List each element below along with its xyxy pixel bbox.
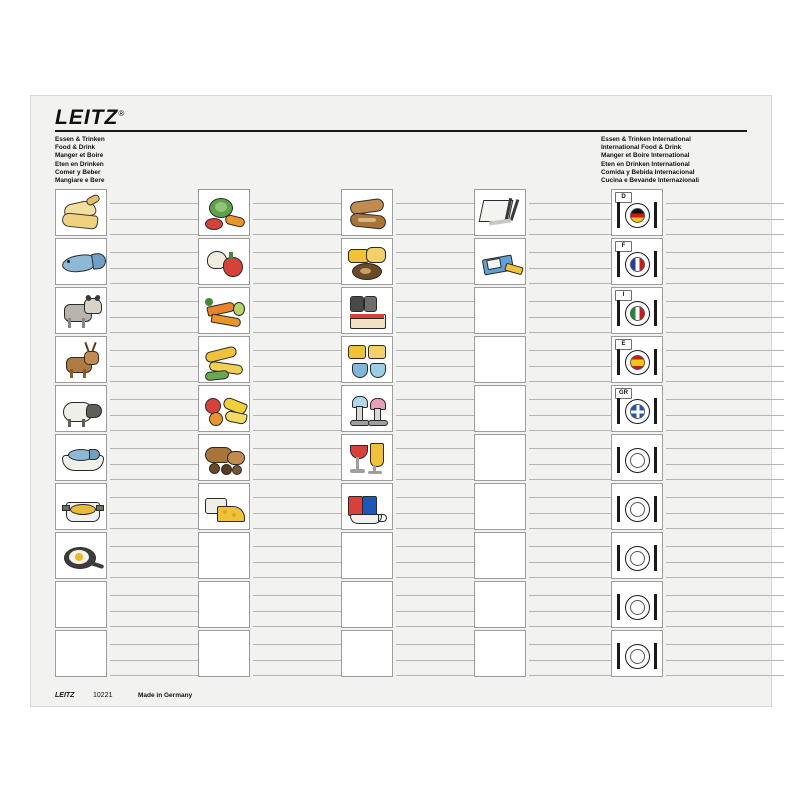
place-setting-cell-blank[interactable] bbox=[611, 630, 663, 677]
icon-cell-cheese[interactable] bbox=[198, 483, 250, 530]
icon-cell-blank[interactable] bbox=[55, 581, 107, 628]
place-setting-cell-blank[interactable] bbox=[611, 434, 663, 481]
fork-icon bbox=[617, 545, 620, 571]
writing-lines[interactable] bbox=[666, 385, 786, 432]
table-row[interactable] bbox=[611, 581, 731, 628]
icon-cell-cocktail[interactable] bbox=[341, 434, 393, 481]
title-left-line-6: Mangiare e Bere bbox=[55, 177, 105, 185]
place-setting-cell-greece[interactable] bbox=[611, 385, 663, 432]
plate-flag-italy-icon bbox=[625, 301, 650, 326]
fork-icon bbox=[617, 643, 620, 669]
writing-lines[interactable] bbox=[666, 336, 786, 383]
writing-lines[interactable] bbox=[666, 287, 786, 334]
title-left-line-5: Comer y Beber bbox=[55, 168, 101, 176]
place-setting-cell-spain[interactable] bbox=[611, 336, 663, 383]
icon-cell-blank[interactable] bbox=[198, 630, 250, 677]
country-badge: I bbox=[615, 290, 632, 301]
pot-icon bbox=[56, 484, 106, 529]
fork-icon bbox=[617, 300, 620, 326]
icon-cell-deer[interactable] bbox=[55, 336, 107, 383]
cake-slice-icon bbox=[342, 288, 392, 333]
cutlery-tools-icon bbox=[475, 190, 525, 235]
cheese-icon bbox=[199, 484, 249, 529]
icon-cell-poultry[interactable] bbox=[55, 189, 107, 236]
title-right-line-1: Essen & Trinken International bbox=[601, 136, 691, 143]
title-right-line-2: International Food & Drink bbox=[601, 144, 682, 152]
country-badge: F bbox=[615, 241, 632, 252]
title-left-line-4: Eten en Drinken bbox=[55, 160, 104, 168]
icon-cell-blank[interactable] bbox=[474, 336, 526, 383]
icon-cell-blank[interactable] bbox=[474, 532, 526, 579]
deer-icon bbox=[56, 337, 106, 382]
icon-cell-cake-slice[interactable] bbox=[341, 287, 393, 334]
carrot-icon bbox=[199, 288, 249, 333]
fork-icon bbox=[617, 349, 620, 375]
icon-cell-blank[interactable] bbox=[341, 581, 393, 628]
icon-cell-bread-nuts[interactable] bbox=[198, 434, 250, 481]
place-setting-cell-germany[interactable] bbox=[611, 189, 663, 236]
icon-cell-corn-peas[interactable] bbox=[198, 336, 250, 383]
title-left-line-2: Food & Drink bbox=[55, 144, 96, 152]
place-setting-cell-blank[interactable] bbox=[611, 483, 663, 530]
footer-made-in: Made in Germany bbox=[138, 692, 193, 699]
table-row[interactable] bbox=[611, 483, 731, 530]
leitz-logo bbox=[55, 106, 125, 130]
registered-mark: ® bbox=[118, 109, 126, 118]
icon-cell-coffee-cup[interactable] bbox=[341, 483, 393, 530]
writing-lines[interactable] bbox=[666, 630, 786, 677]
fork-icon bbox=[617, 398, 620, 424]
footer-article-number: 10221 bbox=[93, 692, 113, 699]
knife-icon bbox=[654, 496, 657, 522]
knife-icon bbox=[654, 349, 657, 375]
pastry-icon bbox=[342, 190, 392, 235]
place-setting-cell-blank[interactable] bbox=[611, 581, 663, 628]
writing-lines[interactable] bbox=[666, 434, 786, 481]
fish-icon bbox=[56, 239, 106, 284]
icon-cell-blank[interactable] bbox=[341, 630, 393, 677]
title-right-line-4: Eten en Drinken International bbox=[601, 160, 690, 168]
knife-icon bbox=[654, 545, 657, 571]
country-badge: E bbox=[615, 339, 632, 350]
fork-icon bbox=[617, 594, 620, 620]
poultry-icon bbox=[56, 190, 106, 235]
place-setting-cell-blank[interactable] bbox=[611, 532, 663, 579]
plate-icon bbox=[625, 595, 650, 620]
plate-icon bbox=[625, 644, 650, 669]
table-row[interactable] bbox=[611, 189, 731, 236]
title-left-line-3: Manger et Boire bbox=[55, 152, 104, 160]
dessert-icon bbox=[342, 337, 392, 382]
icon-cell-pepper[interactable] bbox=[198, 238, 250, 285]
icon-cell-cutlery-tools[interactable] bbox=[474, 189, 526, 236]
fork-icon bbox=[617, 447, 620, 473]
footer-brand: LEITZ bbox=[55, 692, 75, 699]
table-row[interactable] bbox=[611, 630, 731, 677]
icon-cell-fruit-banana[interactable] bbox=[198, 385, 250, 432]
corn-peas-icon bbox=[199, 337, 249, 382]
pepper-icon bbox=[199, 239, 249, 284]
fruit-banana-icon bbox=[199, 386, 249, 431]
icon-cell-cow[interactable] bbox=[55, 287, 107, 334]
header-divider bbox=[55, 130, 747, 132]
column-5-international bbox=[611, 189, 731, 679]
title-block-right bbox=[601, 136, 699, 185]
title-right-line-5: Comida y Bebida Internacional bbox=[601, 168, 695, 176]
fried-egg-icon bbox=[56, 533, 106, 578]
knife-icon bbox=[654, 594, 657, 620]
knife-icon bbox=[654, 300, 657, 326]
writing-lines[interactable] bbox=[666, 189, 786, 236]
icon-cell-pastry[interactable] bbox=[341, 189, 393, 236]
table-row[interactable] bbox=[611, 336, 731, 383]
icon-cell-kitchen-scale[interactable] bbox=[474, 238, 526, 285]
icon-cell-dessert[interactable] bbox=[341, 336, 393, 383]
icon-cell-blank[interactable] bbox=[474, 385, 526, 432]
fork-icon bbox=[617, 202, 620, 228]
ice-cream-icon bbox=[342, 386, 392, 431]
plate-icon bbox=[625, 546, 650, 571]
knife-icon bbox=[654, 643, 657, 669]
country-badge: D bbox=[615, 192, 632, 203]
icon-cell-sheep[interactable] bbox=[55, 385, 107, 432]
coffee-cup-icon bbox=[342, 484, 392, 529]
icon-cell-blank[interactable] bbox=[198, 581, 250, 628]
title-right-line-6: Cucina e Bevande Internazionali bbox=[601, 177, 700, 185]
icon-cell-blank[interactable] bbox=[55, 630, 107, 677]
plate-flag-germany-icon bbox=[625, 203, 650, 228]
title-right-line-3: Manger et Boire International bbox=[601, 152, 690, 160]
plate-flag-france-icon bbox=[625, 252, 650, 277]
place-setting-cell-italy[interactable] bbox=[611, 287, 663, 334]
sheep-icon bbox=[56, 386, 106, 431]
icon-cell-blank[interactable] bbox=[341, 532, 393, 579]
cow-icon bbox=[56, 288, 106, 333]
table-row[interactable] bbox=[611, 287, 731, 334]
icon-cell-carrot[interactable] bbox=[198, 287, 250, 334]
icon-cell-pot[interactable] bbox=[55, 483, 107, 530]
icon-cell-fish[interactable] bbox=[55, 238, 107, 285]
kitchen-scale-icon bbox=[475, 239, 525, 284]
writing-lines[interactable] bbox=[666, 581, 786, 628]
fish-dish-icon bbox=[56, 435, 106, 480]
icon-cell-blank[interactable] bbox=[474, 483, 526, 530]
icon-cell-blank[interactable] bbox=[474, 434, 526, 481]
plate-flag-spain-icon bbox=[625, 350, 650, 375]
writing-lines[interactable] bbox=[666, 532, 786, 579]
fork-icon bbox=[617, 496, 620, 522]
writing-lines[interactable] bbox=[666, 238, 786, 285]
writing-lines[interactable] bbox=[666, 483, 786, 530]
bread-nuts-icon bbox=[199, 435, 249, 480]
icon-cell-ice-cream[interactable] bbox=[341, 385, 393, 432]
knife-icon bbox=[654, 398, 657, 424]
icon-cell-blank[interactable] bbox=[474, 581, 526, 628]
knife-icon bbox=[654, 251, 657, 277]
cake-roll-icon bbox=[342, 239, 392, 284]
icon-cell-blank[interactable] bbox=[474, 287, 526, 334]
icon-cell-blank[interactable] bbox=[474, 630, 526, 677]
icon-cell-blank[interactable] bbox=[198, 532, 250, 579]
knife-icon bbox=[654, 202, 657, 228]
icon-cell-fish-dish[interactable] bbox=[55, 434, 107, 481]
leitz-index-sheet bbox=[30, 95, 772, 707]
icon-cell-cake-roll[interactable] bbox=[341, 238, 393, 285]
plate-flag-greece-icon bbox=[625, 399, 650, 424]
table-row[interactable] bbox=[611, 385, 731, 432]
title-block-left bbox=[55, 136, 105, 185]
cocktail-icon bbox=[342, 435, 392, 480]
cabbage-icon bbox=[199, 190, 249, 235]
icon-cell-fried-egg[interactable] bbox=[55, 532, 107, 579]
country-badge: GR bbox=[615, 388, 632, 399]
icon-cell-cabbage[interactable] bbox=[198, 189, 250, 236]
table-row[interactable] bbox=[611, 238, 731, 285]
place-setting-cell-france[interactable] bbox=[611, 238, 663, 285]
table-row[interactable] bbox=[611, 532, 731, 579]
title-left-line-1: Essen & Trinken bbox=[55, 136, 105, 143]
plate-icon bbox=[625, 448, 650, 473]
fork-icon bbox=[617, 251, 620, 277]
table-row[interactable] bbox=[611, 434, 731, 481]
knife-icon bbox=[654, 447, 657, 473]
leitz-logo-text: LEITZ bbox=[55, 106, 119, 129]
plate-icon bbox=[625, 497, 650, 522]
